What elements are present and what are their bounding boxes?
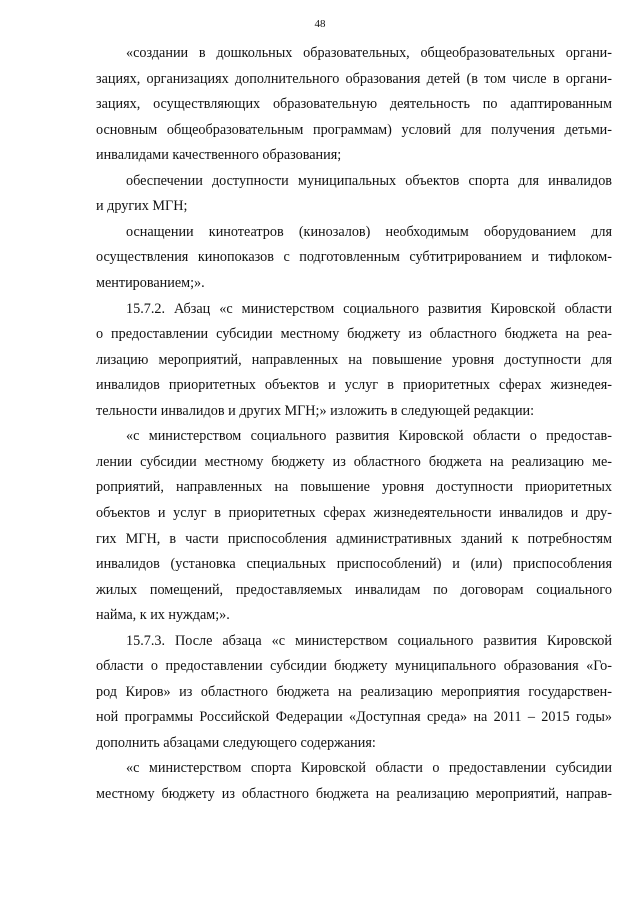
text-line: о предоставлении субсидии местному бюджету из областного бюджета на реа- (96, 326, 612, 343)
text-line: тельности инвалидов и других МГН;» изложить в следующей редакции: (96, 402, 535, 419)
text-line: обеспечении доступности муниципальных объектов спорта для инвалидов (126, 172, 612, 189)
text-line: «с министерством спорта Кировской области о предоставлении субсидии (126, 760, 612, 777)
text-line: зациях, организациях дополнительного образования детей (в том числе в органи- (96, 70, 612, 87)
text-line: роприятий, направленных на повышение уровня доступности приоритетных (96, 479, 612, 496)
text-line: ной программы Российской Федерации «Доступная среда» на 2011 – 2015 годы» (96, 709, 612, 726)
text-line: инвалидами качественного образования; (96, 147, 342, 164)
text-line: инвалидов (установка специальных приспособлений) и (или) приспособления (96, 556, 612, 572)
text-line: зациях, осуществляющих образовательную деятельность по адаптированным (96, 96, 612, 113)
text-line: и других МГН; (96, 198, 188, 215)
page-number: 48 (314, 18, 326, 30)
text-line: области о предоставлении субсидии бюджету муниципального образования «Го- (96, 658, 612, 675)
text-line: «с министерством социального развития Кировской области о предостав- (126, 428, 612, 445)
text-line: местному бюджету из областного бюджета на реализацию мероприятий, направ- (96, 786, 612, 802)
text-line: оснащении кинотеатров (кинозалов) необходимым оборудованием для (126, 223, 612, 240)
text-line: дополнить абзацами следующего содержания: (96, 734, 376, 751)
text-line: 15.7.3. После абзаца «с министерством социального развития Кировской (126, 632, 612, 649)
text-line: жилых помещений, предоставляемых инвалидам по договорам социального (96, 581, 612, 598)
text-line: «создании в дошкольных образовательных, общеобразовательных органи- (126, 45, 612, 61)
text-line: лизацию мероприятий, направленных на повышение уровня доступности для (96, 351, 612, 368)
text-line: род Киров» из областного бюджета на реализацию мероприятия государствен- (96, 683, 612, 700)
text-line: основным общеобразовательным программам) условий для получения детьми- (96, 121, 612, 138)
text-line: объектов и услуг в приоритетных сферах жизнедеятельности инвалидов и дру- (96, 504, 612, 521)
text-line: найма, к их нуждам;». (96, 607, 230, 624)
text-line: осуществления кинопоказов с подготовленным субтитрированием и тифлоком- (96, 249, 612, 266)
text-line: гих МГН, в части приспособления административных зданий к потребностям (96, 530, 612, 547)
text-line: 15.7.2. Абзац «с министерством социального развития Кировской области (126, 300, 612, 317)
text-line: лении субсидии местному бюджету из областного бюджета на реализацию ме- (96, 453, 612, 470)
text-line: инвалидов приоритетных объектов и услуг в приоритетных сферах жизнедея- (96, 377, 612, 394)
text-line: ментированием;». (96, 275, 205, 291)
